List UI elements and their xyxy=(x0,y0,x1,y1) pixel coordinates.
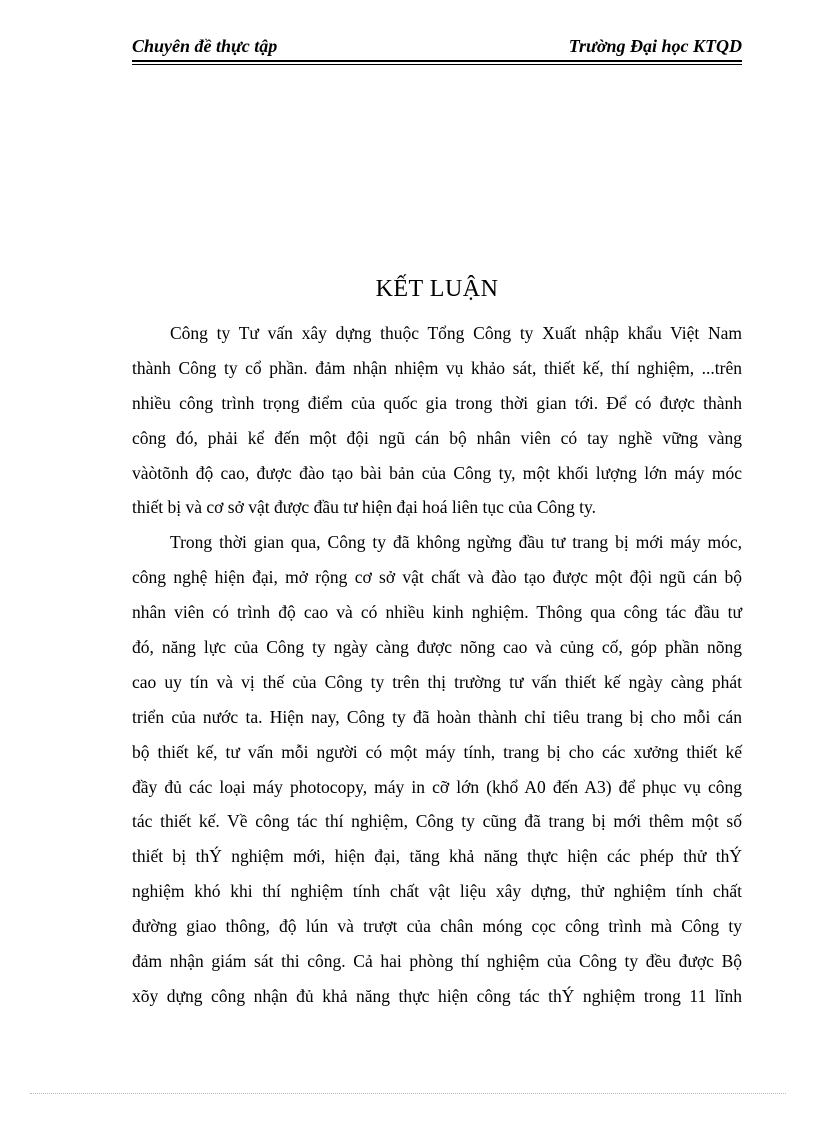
text-line: vàòtõnh độ cao, được đào tạo bài bản của Công ty, một khối lượng lớn máy móc xyxy=(132,462,742,483)
header-university-name: Trường Đại học KTQD xyxy=(568,36,742,56)
document-body xyxy=(132,316,742,1014)
text-line: tác thiết kế. Về công tác thí nghiệm, Công ty cũng đã trang bị mới thêm một số xyxy=(132,811,742,832)
footer-divider xyxy=(30,1093,786,1094)
text-line: thành Công ty cổ phần. đảm nhận nhiệm vụ khảo sát, thiết kế, thí nghiệm, ...trên xyxy=(132,357,742,378)
paragraph xyxy=(132,525,742,1013)
header-course-title: Chuyên đề thực tập xyxy=(132,36,278,56)
text-line: xõy dựng công nhận đủ khả năng thực hiện công tác thÝ nghiệm trong 11 lĩnh xyxy=(132,985,742,1006)
text-line: triển của nước ta. Hiện nay, Công ty đã hoàn thành chỉ tiêu trang bị cho mỗi cán xyxy=(132,706,742,727)
paragraph xyxy=(132,316,742,525)
text-line: công đó, phải kể đến một đội ngũ cán bộ nhân viên có tay nghề vững vàng xyxy=(132,427,742,448)
text-line: đường giao thông, độ lún và trượt của chân móng cọc công trình mà Công ty xyxy=(132,916,742,937)
text-line: Trong thời gian qua, Công ty đã không ngừng đầu tư trang bị mới máy móc, xyxy=(170,532,742,553)
page-header xyxy=(132,34,742,60)
text-line: đầy đủ các loại máy photocopy, máy in cỡ lớn (khổ A0 đến A3) để phục vụ công xyxy=(132,776,742,797)
text-line: cao uy tín và vị thế của Công ty trên thị trường tư vấn thiết kế ngày càng phát xyxy=(132,671,742,692)
text-line: nhân viên có trình độ cao và có nhiều kinh nghiệm. Thông qua công tác đầu tư xyxy=(132,602,742,623)
text-line: Công ty Tư vấn xây dựng thuộc Tổng Công ty Xuất nhập khẩu Việt Nam xyxy=(170,323,742,343)
text-line: nhiều công trình trọng điểm của quốc gia trong thời gian tới. Để có được thành xyxy=(132,392,742,413)
text-line: bộ thiết kế, tư vấn mỗi người có một máy tính, trang bị cho các xưởng thiết kế xyxy=(132,741,742,762)
header-divider xyxy=(132,60,742,65)
text-line: thiết bị thÝ nghiệm mới, hiện đại, tăng khả năng thực hiện các phép thử thÝ xyxy=(132,846,742,867)
text-line: thiết bị và cơ sở vật được đầu tư hiện đại hoá liên tục của Công ty. xyxy=(132,497,597,518)
section-title: KẾT LUẬN xyxy=(375,276,499,302)
text-line: nghiệm khó khi thí nghiệm tính chất vật liệu xây dựng, thử nghiệm tính chất xyxy=(132,881,742,902)
text-line: đảm nhận giám sát thi công. Cả hai phòng thí nghiệm của Công ty đều được Bộ xyxy=(132,951,742,972)
text-line: đó, năng lực của Công ty ngày càng được nõng cao và củng cố, góp phần nõng xyxy=(132,637,742,658)
text-line: công nghệ hiện đại, mở rộng cơ sở vật chất và đào tạo được một đội ngũ cán bộ xyxy=(132,567,742,588)
